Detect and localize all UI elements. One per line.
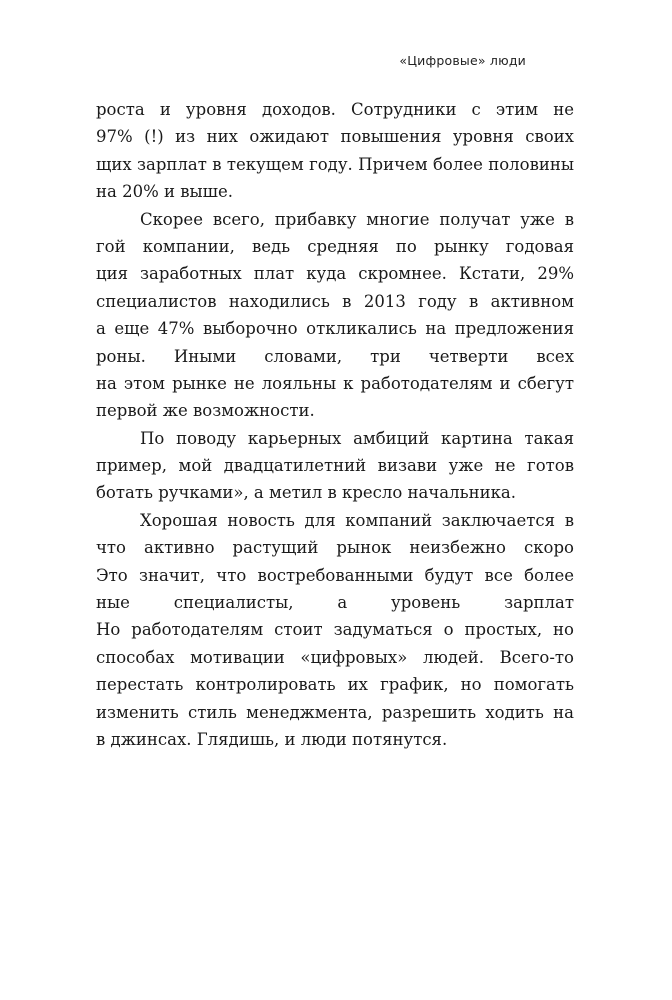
text-line: роны. Иными словами, три четверти всех [96, 346, 574, 366]
text-line: Скорее всего, прибавку многие получат уже в [140, 209, 574, 229]
text-line: что активно растущий рынок неизбежно скоро [96, 538, 574, 558]
text-line: роста и уровня доходов. Сотрудники с этим не [96, 100, 574, 119]
text-line: Это значит, что востребованными будут все более [96, 565, 574, 585]
text-line: Но работодателям стоит задуматься о простых, но [96, 620, 574, 640]
text-line: пример, мой двадцатилетний визави уже не готов [96, 456, 574, 476]
body-text [96, 96, 574, 753]
paragraph [96, 425, 574, 507]
text-line: перестать контролировать их график, но помогать [96, 675, 574, 695]
text-line: Хорошая новость для компаний заключается в [140, 510, 574, 530]
running-head: «Цифровые» люди [399, 53, 526, 68]
text-line: гой компании, ведь средняя по рынку годовая [96, 236, 574, 256]
text-line: на 20% и выше. [96, 182, 234, 202]
text-line: ция заработных плат куда скромнее. Кстати, 29% [96, 264, 574, 284]
text-line: первой же возможности. [96, 401, 315, 421]
text-line: на этом рынке не лояльны к работодателям и сбегут [96, 373, 574, 393]
text-line: в джинсах. Глядишь, и люди потянутся. [96, 729, 448, 749]
text-line: По поводу карьерных амбиций картина такая [140, 428, 574, 448]
text-line: ботать ручками», а метил в кресло начальника. [96, 483, 516, 503]
paragraph [96, 507, 574, 754]
paragraph [96, 96, 574, 206]
text-line: а еще 47% выборочно откликались на предложения [96, 319, 574, 339]
text-line: щих зарплат в текущем году. Причем более половины [96, 154, 574, 174]
text-line: способах мотивации «цифровых» людей. Всего-то [96, 647, 574, 667]
text-line: ные специалисты, а уровень зарплат [96, 593, 574, 613]
text-line: изменить стиль менеджмента, разрешить ходить на [96, 702, 574, 722]
text-line: специалистов находились в 2013 году в активном [96, 291, 574, 311]
text-line: 97% (!) из них ожидают повышения уровня своих [96, 127, 574, 147]
paragraph [96, 206, 574, 425]
